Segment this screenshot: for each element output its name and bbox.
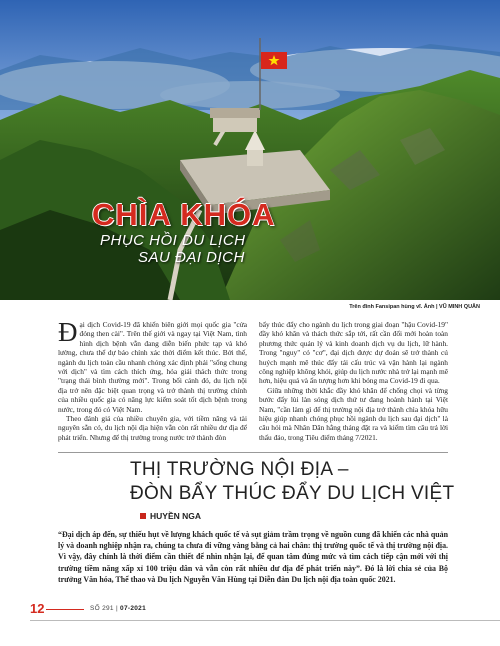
drop-cap: Đ: [58, 317, 78, 347]
issue-date: 07-2021: [120, 605, 147, 612]
intro-paragraph: bẩy thúc đẩy cho ngành du lịch trong giai đoạn "hậu Covid-19" đầy khó khăn và thách thức sắp tới, rất cần đổi mới hoàn toàn phương thức quản lý và kinh doanh dịch vụ du lịch, lữ hành. Trong "nguy" có "cơ", đại dịch được dự đoán sẽ trở thành cú huých mạnh mẽ thúc đẩy tái cấu trúc và vận hành lại ngành công nghiệp không khói, giúp du lịch nước nhà trở lại mạnh mẽ hơn, hiệu quả và ấn tượng hơn khi bóng ma Covid-19 đi qua.: [259, 320, 448, 386]
intro-paragraph: Giữa những thời khắc đầy khó khăn để chống chọi và từng bước đẩy lùi làn sóng dịch thứ tư đang hoành hành tại Việt Nam, "cần làm gì để thị trường nội địa trở thành chìa khóa hữu hiệu giúp nhanh chóng phục hồi ngành du lịch sau đại dịch" là câu hỏi mà Nhân Dân hằng tháng đặt ra và kiếm tìm câu trả lời thấu đáo, trong Tiêu điểm tháng 7/2021.: [259, 385, 448, 442]
intro-paragraph: Đại dịch Covid-19 đã khiến biên giới mọi quốc gia "cửa đóng then cài". Trên thế giới và ngay tại Việt Nam, tình hình dịch bệnh vẫn đang diễn biến phức tạp và khó lường, chưa thể dự báo chính xác thời điểm kết thúc. Bởi thế, ngành du lịch toàn cầu nhanh chóng xác định phải "sống chung với dịch" và tìm cách thích ứng, hóa giải thách thức trong "trạng thái bình thường mới". Trong bối cảnh đó, du lịch nội địa trở nên đặc biệt quan trọng và trở thành thị trường chính của nhiều quốc gia có năng lực kiểm soát tốt dịch bệnh trong nước, trong đó có Việt Nam.: [58, 317, 247, 414]
author-name: HUYỀN NGA: [150, 511, 202, 521]
hero-subtitle-line2: SAU ĐẠI DỊCH: [138, 249, 245, 266]
page-footer: [0, 602, 500, 616]
author-byline: [140, 511, 201, 521]
section-heading: [130, 458, 460, 506]
issue-label: SỐ 291: [90, 605, 114, 612]
hero-title-block: [92, 198, 342, 266]
issue-info: SỐ 291 | 07-2021: [90, 605, 147, 612]
intro-column-right: [259, 320, 448, 442]
hero-title: CHÌA KHÓA: [92, 197, 276, 232]
photo-caption: Trên đỉnh Fansipan hùng vĩ. Ảnh | VŨ MINH QUÂN: [349, 304, 480, 310]
bottom-rule: [30, 620, 500, 621]
section-divider: [58, 452, 448, 453]
footer-rule: [46, 609, 84, 610]
section-heading-line2: ĐÒN BẨY THÚC ĐẨY DU LỊCH VIỆT: [130, 483, 455, 504]
intro-columns: [58, 317, 448, 442]
intro-column-left: [58, 317, 247, 442]
intro-paragraph: Theo đánh giá của nhiều chuyên gia, với tiềm năng và tài nguyên sẵn có, du lịch nội địa hiện vẫn còn rất nhiều dư địa để phát triển. Nhưng để thị trường trong nước trở thành đòn: [58, 414, 247, 442]
section-heading-line1: THỊ TRƯỜNG NỘI ĐỊA –: [130, 459, 349, 480]
red-square-icon: [140, 513, 146, 519]
page-number: 12: [30, 601, 45, 616]
lead-paragraph: “Đại dịch áp đến, sự thiếu hụt về lượng khách quốc tế và sụt giảm trầm trọng về nguồn cung đã khiến các nhà quản lý và doanh nghiệp nhận ra, chúng ta chưa đi vững vàng bằng cả hai chân: thị trường quốc tế và thị trường nội địa. Vì vậy, đây chính là thời điểm cần thiết để nhìn nhận lại, để quan tâm đúng mức và tìm cách tiếp cận mới với thị trường tiềm năng xấp xỉ 100 triệu dân và vẫn còn rất nhiều dư địa để phát triển này”. Đó là lời chia sẻ của Bộ trưởng Văn hóa, Thể thao và Du lịch Nguyễn Văn Hùng tại Diễn đàn Du lịch nội địa toàn quốc 2021.: [58, 530, 448, 584]
hero-subtitle-line1: PHỤC HỒI DU LỊCH: [100, 232, 246, 249]
